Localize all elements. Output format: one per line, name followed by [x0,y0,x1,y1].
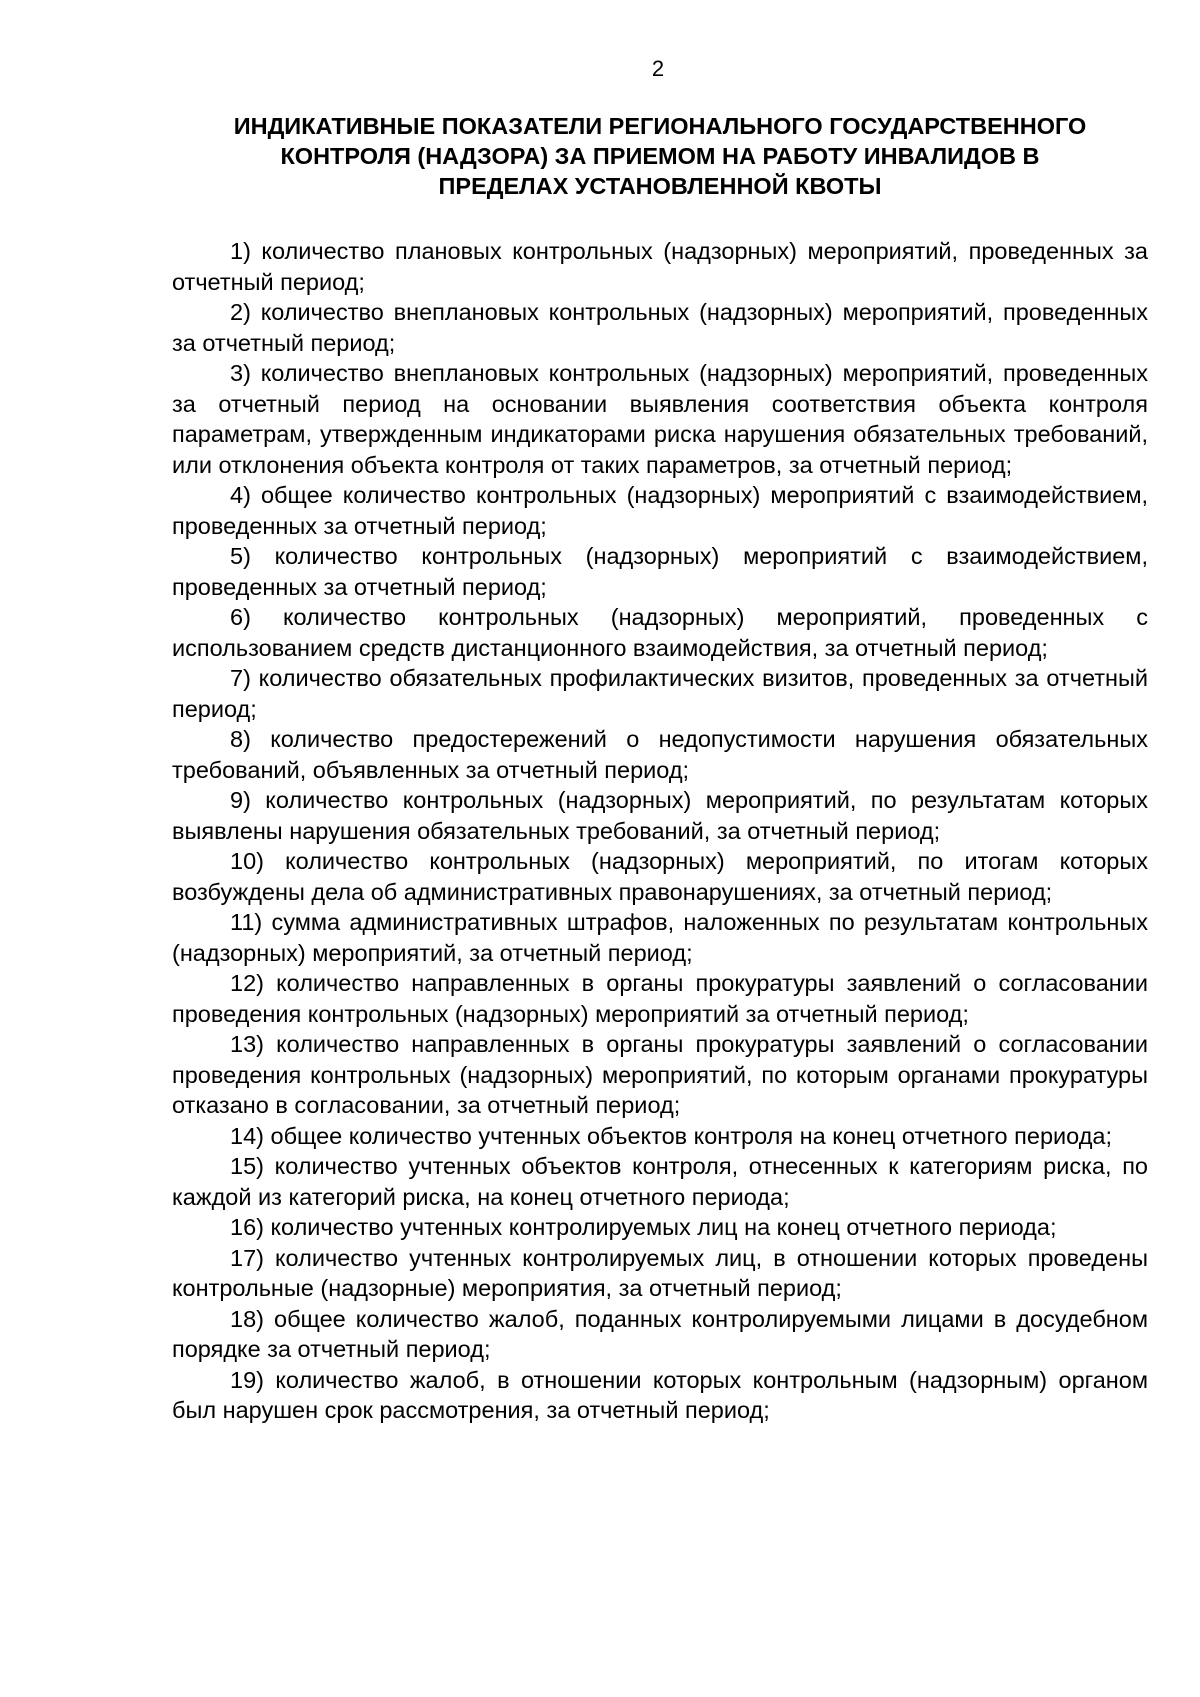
indicator-item: 8) количество предостережений о недопустимости нарушения обязательных требований, объявленных за отчетный период; [172,726,1148,783]
indicator-item: 7) количество обязательных профилактических визитов, проведенных за отчетный период; [172,665,1148,722]
title-line: ИНДИКАТИВНЫЕ ПОКАЗАТЕЛИ РЕГИОНАЛЬНОГО ГОСУДАРСТВЕННОГО [233,113,1087,139]
indicator-item: 4) общее количество контрольных (надзорных) мероприятий с взаимодействием, проведенных за отчетный период; [172,482,1148,539]
indicator-item: 15) количество учтенных объектов контроля, отнесенных к категориям риска, по каждой из категорий риска, на конец отчетного периода; [172,1153,1148,1210]
indicator-item: 10) количество контрольных (надзорных) мероприятий, по итогам которых возбуждены дела об административных правонарушениях, за отчетный период; [172,848,1148,905]
document-title [172,111,1148,201]
indicator-item: 3) количество внеплановых контрольных (надзорных) мероприятий, проведенных за отчетный период на основании выявления соответствия объекта контроля параметрам, утвержденным индикаторами риска нарушения обязательных требований, или отклонения объекта контроля от таких параметров, за отчетный период; [172,360,1148,478]
page-number: 2 [651,56,665,81]
indicator-item: 9) количество контрольных (надзорных) мероприятий, по результатам которых выявлены нарушения обязательных требований, за отчетный период; [172,787,1148,844]
indicator-item: 6) количество контрольных (надзорных) мероприятий, проведенных с использованием средств дистанционного взаимодействия, за отчетный период; [172,604,1148,661]
indicator-item: 1) количество плановых контрольных (надзорных) мероприятий, проведенных за отчетный период; [172,238,1148,295]
indicator-item: 12) количество направленных в органы прокуратуры заявлений о согласовании проведения контрольных (надзорных) мероприятий за отчетный период; [172,970,1148,1027]
indicator-item: 17) количество учтенных контролируемых лиц, в отношении которых проведены контрольные (надзорные) мероприятия, за отчетный период; [172,1244,1148,1301]
title-line: ПРЕДЕЛАХ УСТАНОВЛЕННОЙ КВОТЫ [438,173,882,199]
indicator-list [172,236,1148,1426]
indicator-item: 18) общее количество жалоб, поданных контролируемыми лицами в досудебном порядке за отчетный период; [172,1305,1148,1362]
indicator-item: 14) общее количество учтенных объектов контроля на конец отчетного периода; [230,1122,1113,1149]
indicator-item: 11) сумма административных штрафов, наложенных по результатам контрольных (надзорных) мероприятий, за отчетный период; [172,909,1148,966]
indicator-item: 19) количество жалоб, в отношении которых контрольным (надзорным) органом был нарушен срок рассмотрения, за отчетный период; [172,1366,1148,1423]
indicator-item: 2) количество внеплановых контрольных (надзорных) мероприятий, проведенных за отчетный период; [172,299,1148,356]
indicator-item: 13) количество направленных в органы прокуратуры заявлений о согласовании проведения контрольных (надзорных) мероприятий, по которым органами прокуратуры отказано в согласовании, за отчетный период; [172,1031,1148,1118]
indicator-item: 16) количество учтенных контролируемых лиц на конец отчетного периода; [230,1214,1057,1240]
title-line: КОНТРОЛЯ (НАДЗОРА) ЗА ПРИЕМОМ НА РАБОТУ ИНВАЛИДОВ В [280,143,1040,169]
indicator-item: 5) количество контрольных (надзорных) мероприятий с взаимодействием, проведенных за отчетный период; [172,543,1148,600]
